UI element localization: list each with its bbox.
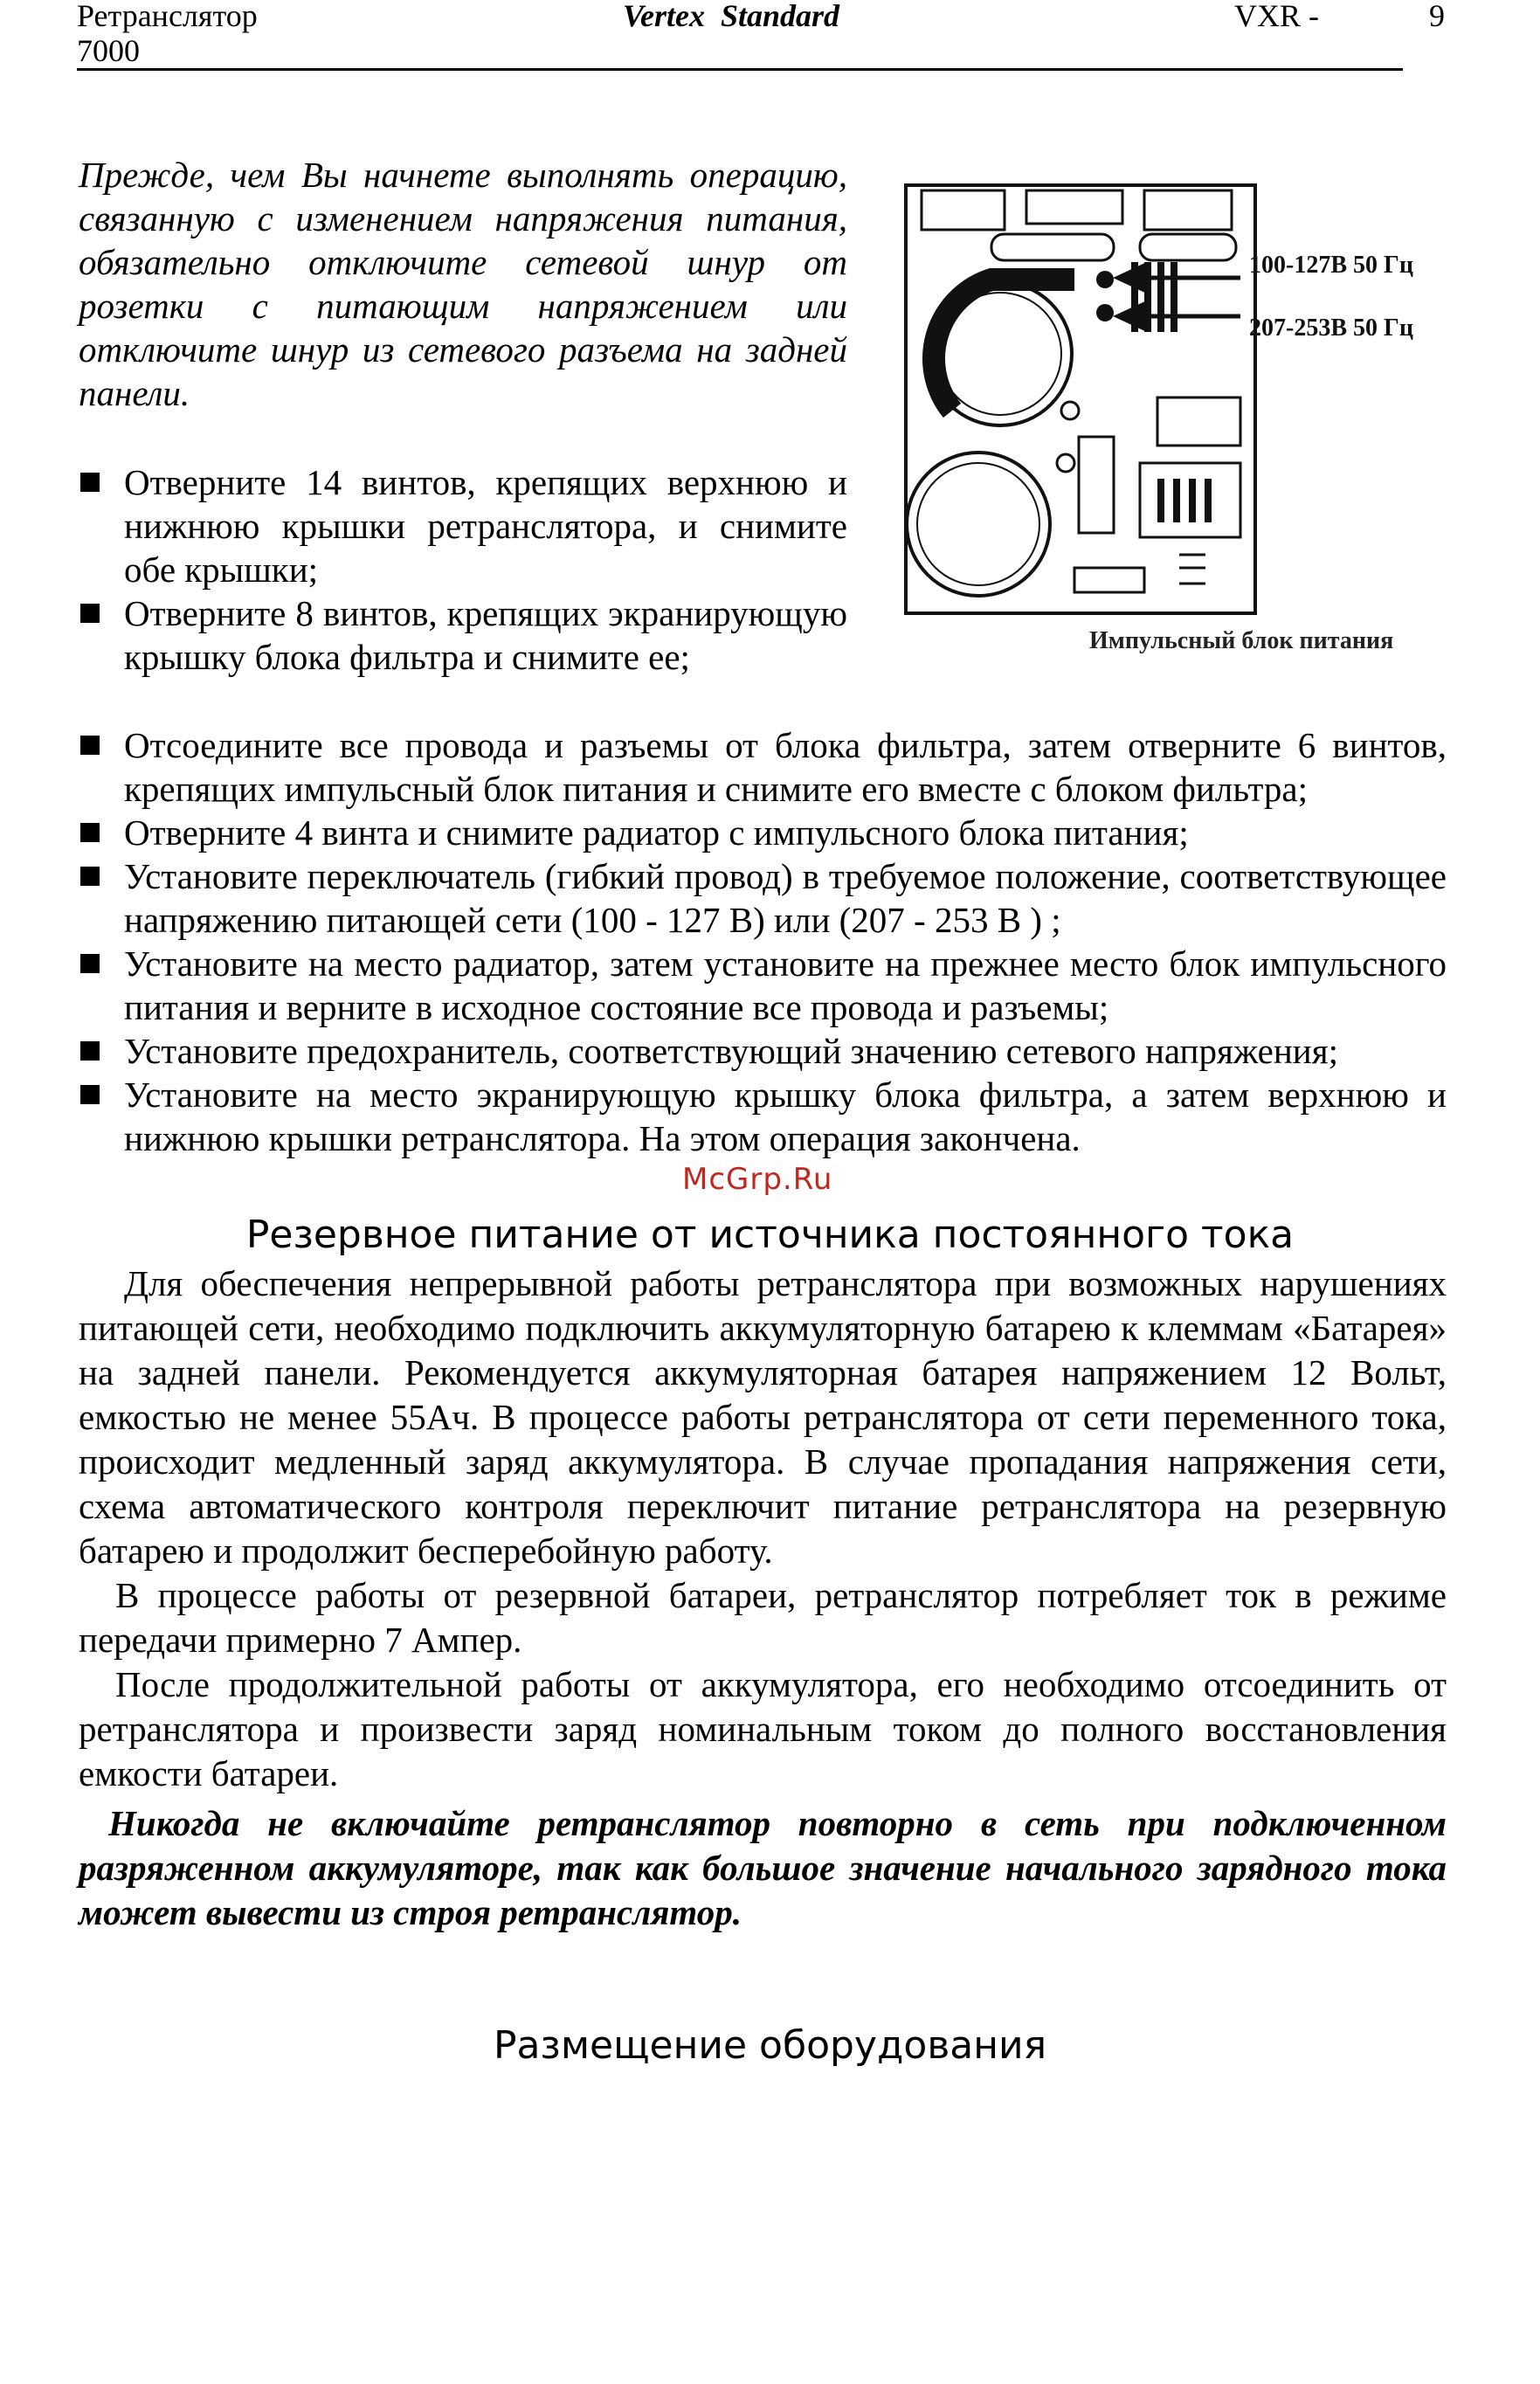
steps-list-narrow [79,460,847,679]
page-header [77,0,1445,70]
bold-warning: Никогда не включайте ретранслятор повторно в сеть при подключенном разряженном аккумуляторе, так как большое значение начального зарядного тока может вывести из строя ретранслятор. [79,1803,1447,1932]
warning-intro: Прежде, чем Вы начнете выполнять операцию, связанную с изменением напряжения питания, обязательно отключите сетевой шнур от розетки с питающим напряжением или отключите шнур из сетевого разъема на задней панели. [79,155,847,413]
fuse [1074,568,1144,592]
header-center: Vertex Standard [623,0,840,33]
header-left-line2: 7000 [77,33,140,68]
component-block [1140,234,1236,260]
capacitor-inner [917,463,1039,585]
component-block [922,190,1005,230]
terminal-low [1096,271,1114,288]
list-item: Отверните 4 винта и снимите радиатор с импульсного блока питания; [79,811,1447,854]
power-supply-diagram [895,175,1454,664]
flexible-wire [934,280,1074,411]
capacitor [907,453,1050,596]
terminal-high [1096,304,1114,321]
header-left-line1: Ретранслятор [77,0,258,33]
component-block [991,234,1114,260]
paragraph: Для обеспечения непрерывной работы ретранслятора при возможных нарушениях питающей сети, необходимо подключить аккумуляторную батарею к клеммам «Батарея» на задней панели. Рекомендуется аккумуляторная батарея напряжением 12 Вольт, емкостью не менее 55Ач. В процессе работы ретранслятора от сети переменного тока, происходит медленный заряд аккумулятора. В случае пропадания напряжения сети, схема автоматического контроля переключит питание ретранслятора на резервную батарею и продолжит бесперебойную работу. [79,1263,1447,1571]
list-item: Установите на место радиатор, затем установите на прежнее место блок импульсного питания и верните в исходное состояние все провода и разъемы; [79,942,1447,1029]
list-item: Отверните 14 винтов, крепящих верхнюю и нижнюю крышки ретранслятора, и снимите обе крышки; [79,460,847,591]
paragraph: В процессе работы от резервной батареи, ретранслятор потребляет ток в режиме передачи примерно 7 Ампер. [79,1575,1447,1660]
header-rule [77,68,1403,71]
power-supply-figure [895,175,1454,664]
watermark: McGrp.Ru [682,1162,833,1197]
page-number: 9 [1429,0,1445,33]
component-block [1157,397,1240,446]
header-left [77,0,258,68]
list-item: Установите на место экранирующую крышку блока фильтра, а затем верхнюю и нижнюю крышки ретранслятора. На этом операция закончена. [79,1073,1447,1160]
list-item: Отверните 8 винтов, крепящих экранирующую крышку блока фильтра и снимите ее; [79,591,847,679]
component-block [1144,190,1232,230]
section-title-backup-power: Резервное питание от источника постоянного тока [245,1213,1295,1257]
steps-list-wide [79,723,1447,1160]
component-block [1079,437,1114,533]
list-item: Установите предохранитель, соответствующий значению сетевого напряжения; [79,1029,1447,1073]
section-title-equipment-placement: Размещение оборудования [493,2023,1047,2068]
figure-caption: Импульсный блок питания [1089,627,1394,654]
paragraph: После продолжительной работы от аккумулятора, его необходимо отсоединить от ретранслятора и произвести заряд номинальным током до полного восстановления емкости батареи. [79,1664,1447,1793]
label-207-253v: 207-253В 50 Гц [1249,314,1413,342]
list-item: Установите переключатель (гибкий провод) в требуемое положение, соответствующее напряжению питающей сети (100 - 127 В) или (207 - 253 В ) ; [79,854,1447,942]
header-right: VXR - [1234,0,1319,33]
component-block [1026,190,1122,224]
label-100-127v: 100-127В 50 Гц [1249,252,1413,279]
list-item: Отсоедините все провода и разъемы от блока фильтра, затем отверните 6 винтов, крепящих импульсный блок питания и снимите его вместе с блоком фильтра; [79,723,1447,811]
